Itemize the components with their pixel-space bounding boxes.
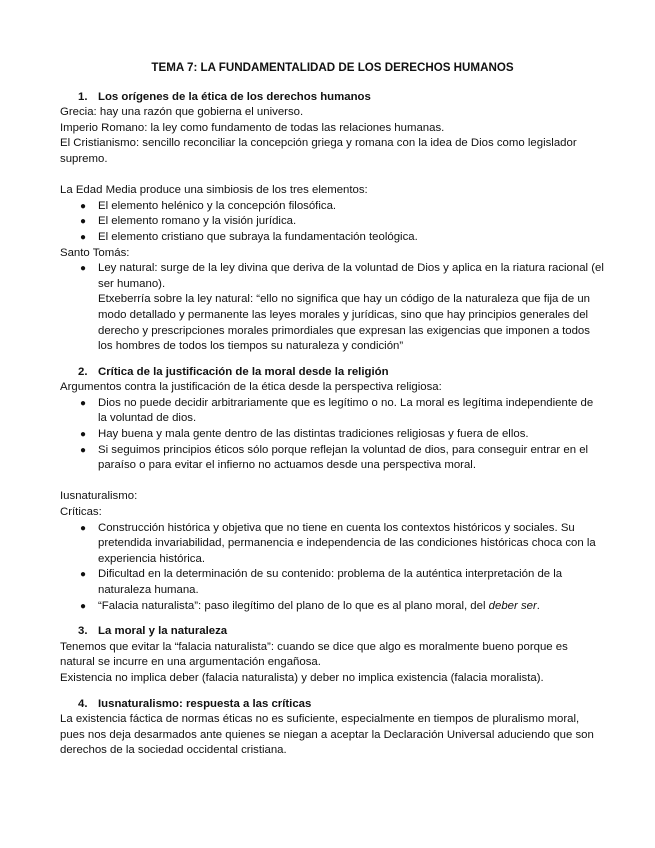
paragraph: Imperio Romano: la ley como fundamento de todas las relaciones humanas. (60, 121, 445, 134)
list-item: ● Hay buena y mala gente dentro de las distintas tradiciones religiosas y fuera de ellos. (60, 427, 605, 443)
paragraph: Iusnaturalismo: (60, 490, 138, 503)
bullet-list (60, 396, 605, 474)
paragraph: Existencia no implica deber (falacia naturalista) y deber no implica existencia (falacia moralista). (60, 671, 544, 684)
paragraph: La Edad Media produce una simbiosis de los tres elementos: (60, 184, 368, 197)
list-item: ● El elemento helénico y la concepción filosófica. (60, 199, 605, 215)
bullet-icon: ● (80, 231, 87, 243)
bullet-icon: ● (80, 263, 87, 275)
paragraph: La existencia fáctica de normas éticas no es suficiente, especialmente en tiempos de pluralismo moral, pues nos deja desarmados ante quienes se niegan a aceptar la Declaración Universal aduciendo que son derechos de la sociedad occidental cristiana. (60, 713, 594, 757)
paragraph: El Cristianismo: sencillo reconciliar la concepción griega y romana con la idea de Dios como legislador supremo. (60, 137, 577, 165)
section-heading-3: 3. La moral y la naturaleza (78, 625, 228, 638)
paragraph: Tenemos que evitar la “falacia naturalista”: cuando se dice que algo es moralmente bueno porque es natural se incurre en una argumentación engañosa. (60, 640, 568, 669)
list-item: ● “Falacia naturalista”: paso ilegítimo del plano de lo que es al plano moral, del deber ser. (60, 599, 605, 615)
section-heading-4: 4. Iusnaturalismo: respuesta a las críticas (78, 697, 312, 710)
paragraph: Santo Tomás: (60, 246, 130, 259)
bullet-icon: ● (80, 569, 87, 581)
bullet-list (60, 261, 605, 292)
bullet-icon: ● (80, 444, 87, 456)
document-body (60, 60, 605, 759)
section-heading-2: 2. Crítica de la justificación de la moral desde la religión (78, 365, 389, 378)
list-item: ● Construcción histórica y objetiva que no tiene en cuenta los contextos históricos y sociales. Su pretendida invariabilidad, permanencia e independencia de las condiciones históricas choca con la experiencia histórica. (80, 521, 596, 565)
list-item: ● Dificultad en la determinación de su contenido: problema de la auténtica interpretación de la naturaleza humana. (80, 568, 563, 596)
paragraph: Argumentos contra la justificación de la ética desde la perspectiva religiosa: (60, 381, 442, 394)
bullet-icon: ● (80, 216, 87, 228)
paragraph: Grecia: hay una razón que gobierna el universo. (60, 106, 304, 119)
quote-paragraph: Etxeberría sobre la ley natural: “ello no significa que hay un código de la naturaleza que fija de un modo detallado y permanente las leyes morales y jurídicas, sino que hay principios generales del derecho y prescripciones morales primordiales que expresan las exigencias que imponen a todos los hombres de todos los tiempos su naturaleza y condición” (98, 293, 591, 353)
bullet-icon: ● (80, 600, 87, 612)
paragraph: Críticas: (60, 506, 102, 519)
list-item: ● Dios no puede decidir arbitrariamente que es legítimo o no. La moral es legítima independiente de la voluntad de dios. (80, 396, 594, 425)
list-item: ● Ley natural: surge de la ley divina que deriva de la voluntad de Dios y aplica en la riatura racional (el ser humano). (80, 262, 604, 290)
bullet-list (60, 199, 605, 246)
document-title: TEMA 7: LA FUNDAMENTALIDAD DE LOS DERECHOS HUMANOS (151, 61, 514, 74)
list-item: ● El elemento romano y la visión jurídica. (60, 214, 605, 230)
section-heading-1: 1. Los orígenes de la ética de los derechos humanos (78, 90, 371, 103)
list-item: ● Si seguimos principios éticos sólo porque reflejan la voluntad de dios, para conseguir entrar en el paraíso o para evitar el infierno no actuamos desde una perspectiva moral. (80, 443, 589, 472)
list-item: ● El elemento cristiano que subraya la fundamentación teológica. (60, 230, 605, 246)
bullet-list (60, 521, 605, 615)
bullet-icon: ● (80, 397, 87, 409)
bullet-icon: ● (80, 200, 87, 212)
bullet-icon: ● (80, 522, 87, 534)
bullet-icon: ● (80, 429, 87, 441)
